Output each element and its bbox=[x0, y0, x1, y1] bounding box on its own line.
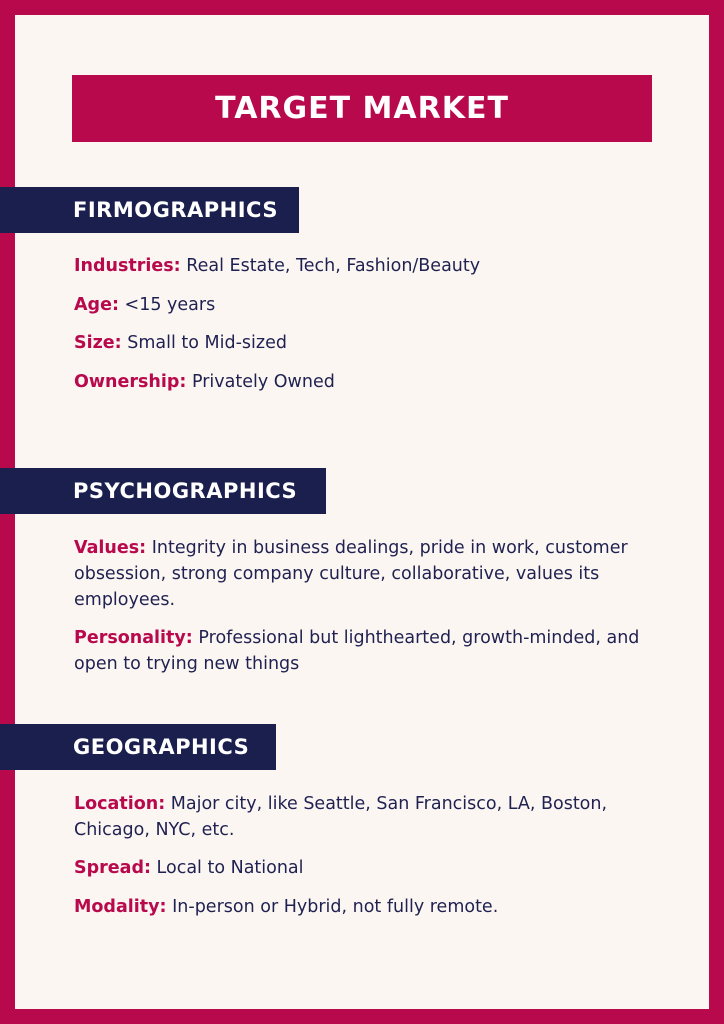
section-heading-label: FIRMOGRAPHICS bbox=[73, 198, 278, 222]
item-value: Real Estate, Tech, Fashion/Beauty bbox=[186, 256, 481, 276]
item-label: Values: bbox=[74, 538, 147, 558]
section-heading-geographics bbox=[0, 724, 276, 770]
list-item-personality bbox=[74, 625, 664, 677]
item-value: <15 years bbox=[124, 295, 216, 315]
item-label: Modality: bbox=[74, 897, 167, 917]
item-label: Age: bbox=[74, 295, 119, 315]
item-label: Location: bbox=[74, 794, 166, 814]
item-value: Privately Owned bbox=[191, 372, 335, 392]
list-item-size bbox=[74, 330, 664, 356]
item-value: Professional but lighthearted, growth-minded, and open to trying new things bbox=[74, 628, 640, 674]
list-item-age bbox=[74, 292, 664, 318]
section-heading-psychographics bbox=[0, 468, 326, 514]
list-item-location bbox=[74, 791, 664, 843]
section-heading-label: PSYCHOGRAPHICS bbox=[73, 479, 298, 503]
item-label: Size: bbox=[74, 333, 122, 353]
item-value: Small to Mid-sized bbox=[127, 333, 287, 353]
item-label: Personality: bbox=[74, 628, 193, 648]
section-heading-firmographics bbox=[0, 187, 299, 233]
item-label: Ownership: bbox=[74, 372, 187, 392]
page-title: TARGET MARKET bbox=[72, 75, 652, 142]
item-value: In-person or Hybrid, not fully remote. bbox=[172, 897, 499, 917]
item-value: Integrity in business dealings, pride in work, customer obsession, strong company culture, collaborative, values its employees. bbox=[74, 538, 628, 610]
list-item-industries bbox=[74, 253, 664, 279]
item-label: Industries: bbox=[74, 256, 181, 276]
item-value: Major city, like Seattle, San Francisco, LA, Boston, Chicago, NYC, etc. bbox=[74, 794, 608, 840]
section-heading-label: GEOGRAPHICS bbox=[73, 735, 250, 759]
item-label: Spread: bbox=[74, 858, 151, 878]
item-value: Local to National bbox=[156, 858, 304, 878]
list-item-values bbox=[74, 535, 664, 613]
list-item-ownership bbox=[74, 369, 664, 395]
list-item-spread bbox=[74, 855, 664, 881]
list-item-modality bbox=[74, 894, 664, 920]
